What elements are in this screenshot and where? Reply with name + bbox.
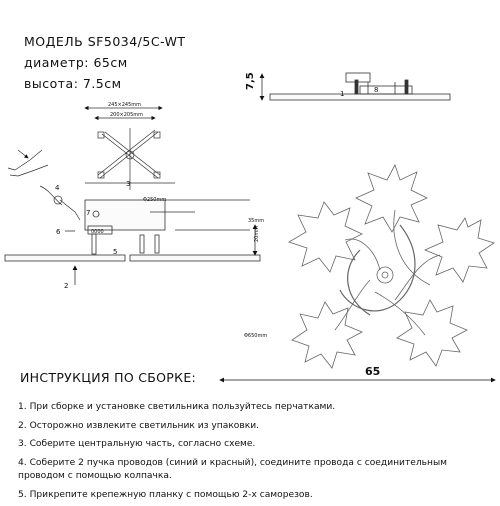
step-number-3: 3 <box>126 180 131 188</box>
cross-bracket-drawing <box>85 108 175 190</box>
base-plate-display: 0000 <box>91 229 104 235</box>
height-label: высота: 7.5см <box>24 76 122 91</box>
step-number-6: 6 <box>56 228 61 236</box>
model-label: МОДЕЛЬ SF5034/5C-WT <box>24 34 186 49</box>
wiring-detail <box>8 150 80 220</box>
instructions-title: ИНСТРУКЦИЯ ПО СБОРКЕ: <box>20 370 197 385</box>
instruction-item: 3. Соберите центральную часть, согласно схеме. <box>18 439 256 449</box>
width-dim-label: 65 <box>365 365 381 378</box>
step-number-8: 8 <box>374 86 379 94</box>
diameter-label: диаметр: 65см <box>24 55 128 70</box>
thickness-dim: 20mm <box>254 225 260 242</box>
instruction-item: 1. При сборке и установке светильника пользуйтесь перчатками. <box>18 402 336 412</box>
step-number-7: 7 <box>86 209 91 217</box>
side-height-label: 7,5 <box>245 72 256 90</box>
base-diameter-dim: Φ250mm <box>143 197 167 203</box>
instructions-list <box>18 400 488 506</box>
side-view <box>262 73 450 100</box>
instruction-item: проводом с помощью колпачка. <box>18 471 172 481</box>
instruction-item: 2. Осторожно извлеките светильник из упаковки. <box>18 420 260 431</box>
step-number-5: 5 <box>113 248 118 256</box>
instruction-item: 4. Соберите 2 пучка проводов (синий и красный), соедините провода с соединительным <box>18 457 448 468</box>
bracket-inner-dim: 200×205mm <box>110 112 144 118</box>
instruction-item: 5. Прикрепите крепежную планку с помощью 2-х саморезов. <box>18 489 313 500</box>
depth-dim: 35mm <box>248 218 265 224</box>
chandelier-top-view <box>220 165 495 380</box>
step-number-4: 4 <box>55 184 60 192</box>
base-plate-drawing <box>5 200 260 285</box>
outer-diameter-dim: Φ650mm <box>244 333 268 339</box>
step-number-2: 2 <box>64 282 69 290</box>
step-number-1: 1 <box>340 90 345 98</box>
bracket-outer-dim: 245×245mm <box>108 102 142 108</box>
